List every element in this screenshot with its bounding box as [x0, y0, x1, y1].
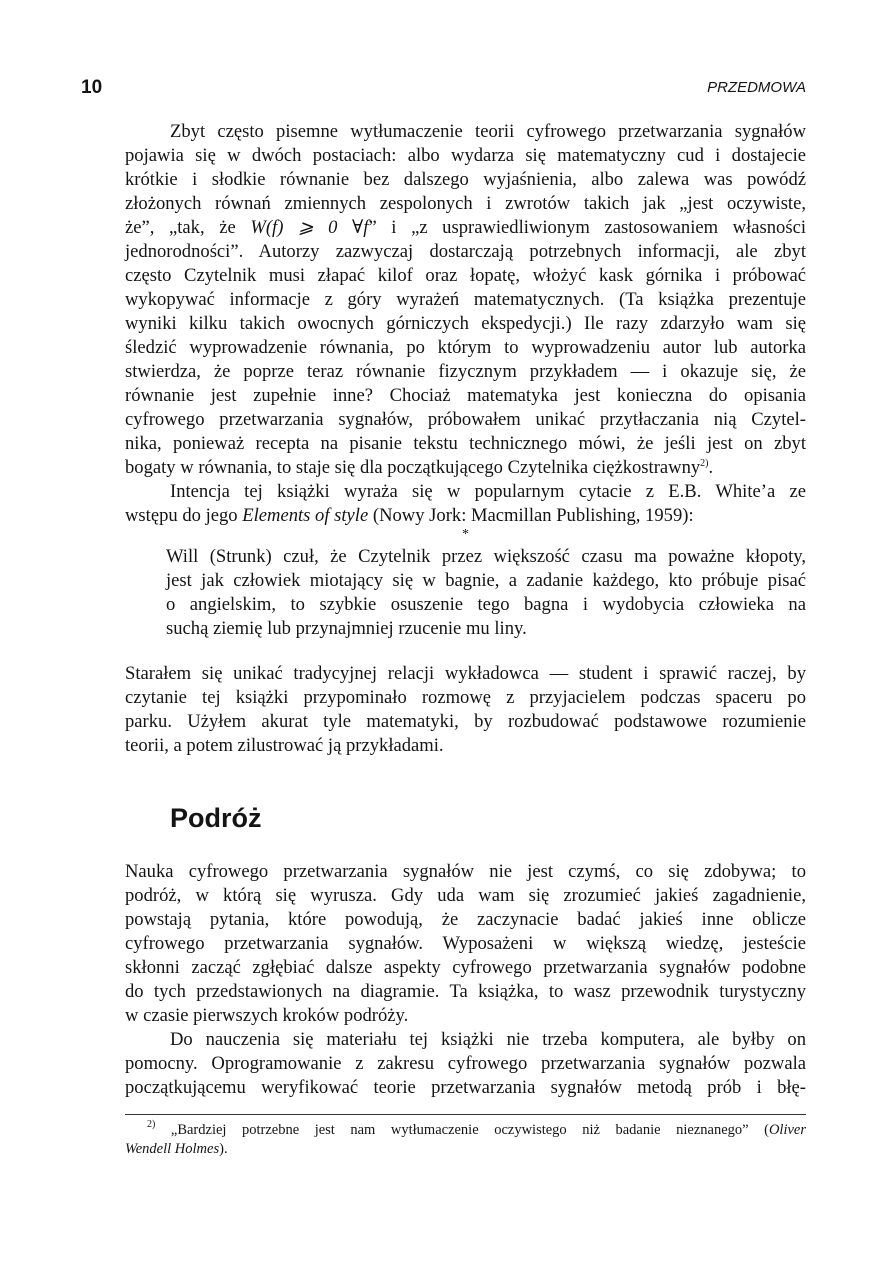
- text-line: [125, 408, 806, 432]
- text-segment: ).: [219, 1141, 228, 1157]
- footnote-divider: [125, 1114, 806, 1115]
- text-line: [125, 144, 806, 168]
- text-segment: Do nauczenia się materiału tej książki nie trzeba komputera, ale byłby on: [170, 1029, 806, 1050]
- text-segment: (Nowy Jork: Macmillan Publishing, 1959):: [368, 505, 694, 526]
- text-line: [125, 1028, 806, 1052]
- text-segment: cyfrowego przetwarzania sygnałów. Wyposażeni w większą wiedzę, jesteście: [125, 933, 806, 954]
- text-segment: .: [708, 457, 714, 478]
- text-segment: cyfrowego przetwarzania sygnałów, próbowałem unikać przytłaczania nią Czytel-: [125, 409, 806, 430]
- text-segment: jednorodności”. Autorzy zazwyczaj dostarczają potrzebnych informacji, ale zbyt: [125, 241, 806, 262]
- text-line: [166, 593, 806, 617]
- text-segment: Starałem się unikać tradycyjnej relacji wykładowca — student i sprawić raczej, by: [125, 663, 806, 684]
- text-line: [125, 240, 806, 264]
- text-line: [125, 312, 806, 336]
- paragraph-staralem: [125, 662, 806, 758]
- text-line: [125, 120, 806, 144]
- text-line: [125, 1052, 806, 1076]
- text-line: [125, 884, 806, 908]
- text-segment: pojawia się w dwóch postaciach: albo wydarza się matematyczny cud i dostajecie: [125, 145, 806, 166]
- italic-text: Wendell Holmes: [125, 1141, 220, 1157]
- paragraph-do-nauczenia: [125, 1028, 806, 1100]
- text-segment: o angielskim, to szybkie osuszenie tego bagna i wydobycia człowieka na: [166, 594, 806, 615]
- text-line: [125, 1140, 806, 1159]
- text-segment: do tych przedstawionych na diagramie. Ta książka, to wasz przewodnik turystyczny: [125, 981, 806, 1002]
- text-segment: wykopywać informacje z góry wyrażeń matematycznych. (Ta książka prezentuje: [125, 289, 806, 310]
- text-segment: Will (Strunk) czuł, że Czytelnik przez większość czasu ma poważne kłopoty,: [166, 546, 806, 567]
- text-line: [125, 480, 806, 504]
- text-line: [125, 504, 806, 528]
- text-segment: suchą ziemię lub przynajmniej rzucenie mu liny.: [166, 618, 527, 639]
- section-heading: Podróż: [170, 803, 262, 833]
- text-segment: początkującemu weryfikować teorie przetwarzania sygnałów metodą prób i błę-: [125, 1077, 806, 1098]
- text-line: [125, 432, 806, 456]
- block-quote: [166, 545, 806, 641]
- text-segment: krótkie i słodkie równanie bez dalszego wyjaśnienia, albo zalewa was powódź: [125, 169, 806, 190]
- text-line: [125, 216, 806, 240]
- text-segment: Nauka cyfrowego przetwarzania sygnałów nie jest czymś, co się zdobywa; to: [125, 861, 806, 882]
- text-segment: pomocny. Oprogramowanie z zakresu cyfrowego przetwarzania sygnałów pozwala: [125, 1053, 806, 1074]
- footnote-marker: 2): [147, 1119, 156, 1130]
- text-line: [166, 569, 806, 593]
- text-line: [166, 617, 806, 641]
- text-segment: nika, ponieważ recepta na pisanie tekstu technicznego mówi, że jeśli jest on zbyt: [125, 433, 806, 454]
- footnote: [125, 1121, 806, 1159]
- page-number: 10: [81, 77, 103, 98]
- text-segment: powstają pytania, które powodują, że zaczynacie badać jakieś inne oblicze: [125, 909, 806, 930]
- text-segment: stwierdza, że poprze teraz równanie fizycznym przykładem — i okazuje się, że: [125, 361, 806, 382]
- paragraph-intencja: [125, 480, 806, 528]
- text-line: [125, 264, 806, 288]
- text-line: [125, 860, 806, 884]
- text-line: [125, 686, 806, 710]
- text-segment: Zbyt często pisemne wytłumaczenie teorii cyfrowego przetwarzania sygnałów: [170, 121, 806, 142]
- italic-text: W(f) ⩾ 0 ∀f: [250, 217, 369, 238]
- text-segment: że”, „tak, że: [125, 217, 251, 238]
- text-line: [125, 288, 806, 312]
- text-segment: śledzić wyprowadzenie równania, po którym to wyprowadzeniu autor lub autorka: [125, 337, 806, 358]
- text-segment: parku. Użyłem akurat tyle matematyki, by rozbudować podstawowe rozumienie: [125, 711, 806, 732]
- running-head: PRZEDMOWA: [707, 79, 806, 96]
- text-segment: teorii, a potem zilustrować ją przykładami.: [125, 735, 444, 756]
- text-segment: bogaty w równania, to staje się dla początkującego Czytelnika ciężkostrawny: [125, 457, 701, 478]
- italic-text: Elements of style: [242, 505, 369, 526]
- text-line: [166, 545, 806, 569]
- text-line: [125, 956, 806, 980]
- text-segment: często Czytelnik musi złapać kilof oraz łopatę, włożyć kask górnika i próbować: [125, 265, 806, 286]
- text-segment: „Bardziej potrzebne jest nam wytłumaczenie oczywistego niż badanie nieznanego” (: [155, 1122, 769, 1138]
- text-segment: złożonych równań zmiennych zespolonych i zwrotów takich jak „jest oczywiste,: [125, 193, 806, 214]
- text-line: [125, 908, 806, 932]
- text-segment: skłonni zacząć zgłębiać dalsze aspekty cyfrowego przetwarzania sygnałów podobne: [125, 957, 806, 978]
- text-line: [125, 336, 806, 360]
- text-line: [125, 932, 806, 956]
- text-segment: ” i „z usprawiedliwionym zastosowaniem własności: [368, 217, 807, 238]
- text-segment: podróż, w którą się wyrusza. Gdy uda wam się zrozumieć jakieś zagadnienie,: [125, 885, 806, 906]
- text-line: [125, 192, 806, 216]
- paragraph-intro: [125, 120, 806, 480]
- asterisk-ornament: *: [462, 527, 469, 542]
- text-line: [125, 734, 806, 758]
- text-line: [125, 384, 806, 408]
- paragraph-nauka: [125, 860, 806, 1028]
- text-segment: Intencja tej książki wyraża się w popularnym cytacie z E.B. White’a ze: [170, 481, 806, 502]
- text-line: [125, 662, 806, 686]
- text-segment: wyniki kilku takich owocnych górniczych ekspedycji.) Ile razy zdarzyło wam się: [125, 313, 806, 334]
- footnote-marker: 2): [700, 458, 709, 469]
- text-line: [125, 168, 806, 192]
- text-segment: jest jak człowiek miotający się w bagnie, a zadanie każdego, kto próbuje pisać: [166, 570, 806, 591]
- text-segment: równanie jest zupełnie inne? Chociaż matematyka jest konieczna do opisania: [125, 385, 806, 406]
- text-segment: w czasie pierwszych kroków podróży.: [125, 1005, 409, 1026]
- text-line: [125, 710, 806, 734]
- text-line: [125, 456, 806, 480]
- italic-text: Oliver: [768, 1122, 806, 1138]
- text-segment: czytanie tej książki przypominało rozmowę z przyjacielem podczas spaceru po: [125, 687, 806, 708]
- text-segment: wstępu do jego: [125, 505, 243, 526]
- text-line: [125, 360, 806, 384]
- text-line: [125, 1076, 806, 1100]
- text-line: [125, 1121, 806, 1140]
- text-line: [125, 1004, 806, 1028]
- text-line: [125, 980, 806, 1004]
